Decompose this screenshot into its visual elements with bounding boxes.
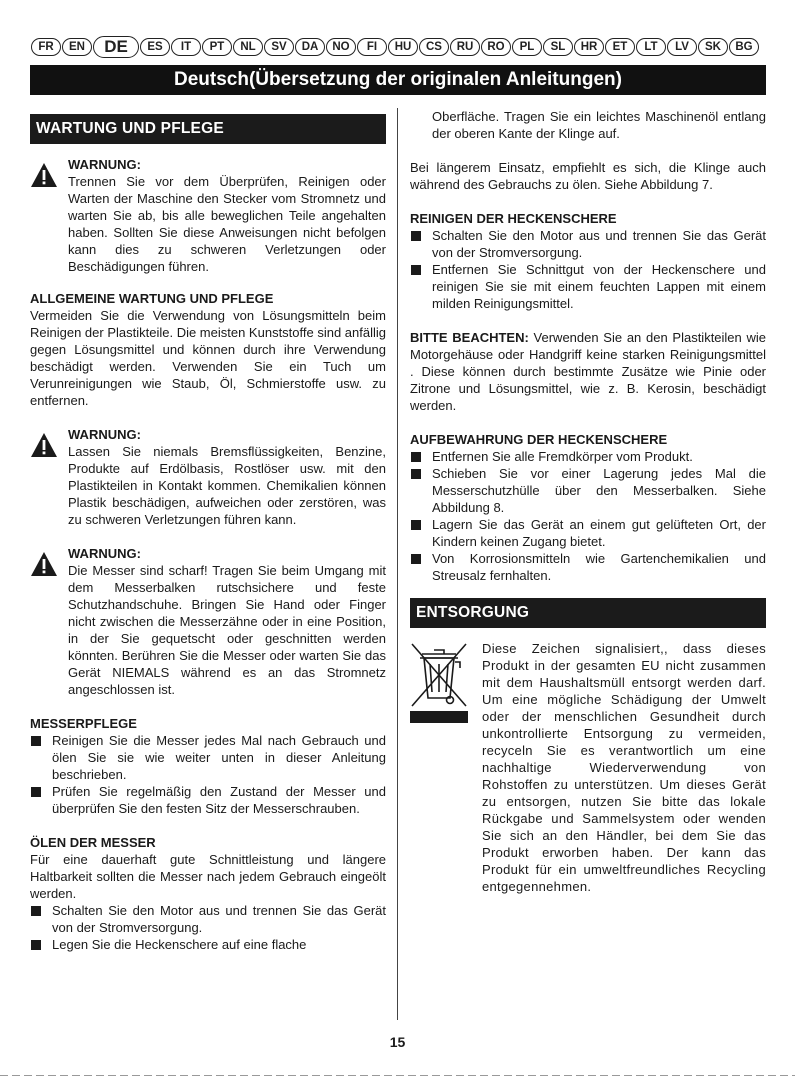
list-item: Reinigen Sie die Messer jedes Mal nach Gebrauch und ölen Sie sie wie weiter unten in dieser Anleitung beschrieben.	[30, 732, 386, 783]
general-maintenance-heading: ALLGEMEINE WARTUNG UND PFLEGE	[30, 291, 274, 306]
oiling-note-text: Bei längerem Einsatz, empfiehlt es sich, die Klinge auch während des Gebrauchs zu ölen. Siehe Abbildung 7.	[410, 160, 766, 192]
left-column	[30, 114, 386, 953]
page-number: 15	[389, 1034, 406, 1050]
language-ro: RO	[481, 38, 511, 56]
warning-triangle-icon	[30, 426, 68, 528]
language-en: EN	[62, 38, 92, 56]
list-item: Prüfen Sie regelmäßig den Zustand der Messer und überprüfen Sie den festen Sitz der Messerschrauben.	[30, 783, 386, 817]
section-title-disposal: ENTSORGUNG	[410, 598, 766, 628]
list-item: Schieben Sie vor einer Lagerung jedes Mal die Messerschutzhülle über den Messerbalken. Siehe Abbildung 8.	[410, 465, 766, 516]
language-bar	[31, 36, 759, 58]
warning-heading: WARNUNG:	[68, 157, 141, 172]
storage-heading: AUFBEWAHRUNG DER HECKENSCHERE	[410, 432, 668, 447]
language-pt: PT	[202, 38, 232, 56]
language-ru: RU	[450, 38, 480, 56]
note-paragraph	[410, 329, 766, 414]
cleaning-heading: REINIGEN DER HECKENSCHERE	[410, 211, 617, 226]
language-sl: SL	[543, 38, 573, 56]
language-pl: PL	[512, 38, 542, 56]
language-sk: SK	[698, 38, 728, 56]
language-it: IT	[171, 38, 201, 56]
language-lt: LT	[636, 38, 666, 56]
warning-block	[30, 426, 386, 528]
warning-triangle-icon	[30, 156, 68, 275]
crossed-out-wheelie-bin-icon	[408, 640, 480, 895]
note-label: BITTE BEACHTEN:	[410, 330, 529, 345]
warning-triangle-icon	[30, 545, 68, 698]
language-nl: NL	[233, 38, 263, 56]
right-column	[410, 108, 766, 895]
warning-text: Lassen Sie niemals Bremsflüssigkeiten, Benzine, Produkte auf Erdölbasis, Rostlöser usw. mit den Plastikteilen in Kontakt kommen. Chemikalien können Plastik beschädigen, aufweichen oder zerstören, was zu schweren Verletzungen führen kann.	[68, 444, 386, 527]
section-title-maintenance: WARTUNG UND PFLEGE	[30, 114, 386, 144]
column-divider	[397, 108, 398, 1020]
list-item: Entfernen Sie alle Fremdkörper vom Produkt.	[410, 448, 766, 465]
language-de: DE	[93, 36, 139, 58]
language-no: NO	[326, 38, 356, 56]
list-item: Schalten Sie den Motor aus und trennen Sie das Gerät von der Stromversorgung.	[30, 902, 386, 936]
language-sv: SV	[264, 38, 294, 56]
language-hu: HU	[388, 38, 418, 56]
list-item: Von Korrosionsmitteln wie Gartenchemikalien und Streusalz fernhalten.	[410, 550, 766, 584]
list-item: Lagern Sie das Gerät an einem gut gelüfteten Ort, der Kindern keinen Zugang bietet.	[410, 516, 766, 550]
language-fr: FR	[31, 38, 61, 56]
language-da: DA	[295, 38, 325, 56]
list-item: Entfernen Sie Schnittgut von der Heckenschere und reinigen Sie sie mit einem feuchten Lappen mit einem milden Reinigungsmittel.	[410, 261, 766, 312]
list-item: Schalten Sie den Motor aus und trennen Sie das Gerät von der Stromversorgung.	[410, 227, 766, 261]
warning-text: Die Messer sind scharf! Tragen Sie beim Umgang mit dem Messerbalken rutschsichere und feste Schutzhandschuhe. Bringen Sie Hand oder Finger nicht zwischen die Messerzähne oder in eine Position, in der Sie gequetscht oder geschnitten werden könnten. Berühren Sie die Messer oder warten Sie das Gerät NIEMALS während es an das Stromnetz angeschlossen ist.	[68, 563, 386, 697]
oiling-text: Für eine dauerhaft gute Schnittleistung und längere Haltbarkeit sollten die Messer nach jedem Gebrauch eingeölt werden.	[30, 852, 386, 901]
language-hr: HR	[574, 38, 604, 56]
page-edge-line	[0, 1075, 795, 1076]
disposal-block	[410, 640, 766, 895]
warning-block	[30, 545, 386, 698]
storage-list	[410, 448, 766, 584]
oiling-continued-text: Oberfläche. Tragen Sie ein leichtes Maschinenöl entlang der oberen Kante der Klinge auf.	[432, 109, 766, 141]
language-fi: FI	[357, 38, 387, 56]
language-et: ET	[605, 38, 635, 56]
language-lv: LV	[667, 38, 697, 56]
page-title: Deutsch(Übersetzung der originalen Anleitungen)	[30, 65, 766, 95]
blade-care-list	[30, 732, 386, 817]
warning-block	[30, 156, 386, 275]
language-bg: BG	[729, 38, 759, 56]
disposal-text: Diese Zeichen signalisiert,, dass dieses Produkt in der gesamten EU nicht zusammen mit dem Haushaltsmüll entsorgt werden darf. Um eine mögliche Schädigung der Umwelt oder der menschlichen Gesundheit durch unkontrollierte Entsorgung zu vermeiden, recyceln Sie es verantwortlich um eine nachhaltige Wiederverwendung von Rohstoffen zu unterstützen. Um dieses Gerät zu entsorgen, nutzen Sie bitte das lokale Rückgabe und Sammelsystem oder wenden Sie sich an den Händler, bei dem Sie das Produkt erworben haben. Der kann das Produkt für ein umweltfreundliches Recycling entgegennehmen.	[482, 641, 766, 894]
list-item: Legen Sie die Heckenschere auf eine flache	[30, 936, 386, 953]
blade-care-heading: MESSERPFLEGE	[30, 716, 137, 731]
language-cs: CS	[419, 38, 449, 56]
warning-text: Trennen Sie vor dem Überprüfen, Reinigen oder Warten der Maschine den Stecker vom Stromnetz und warten Sie ab, bis alle beweglichen Teile angehalten haben. Sollten Sie diese Anweisungen nicht befolgen kann dies zu schweren Verletzungen oder Beschädigungen führen.	[68, 174, 386, 274]
oiling-list	[30, 902, 386, 953]
warning-heading: WARNUNG:	[68, 546, 141, 561]
oiling-heading: ÖLEN DER MESSER	[30, 835, 156, 850]
cleaning-list	[410, 227, 766, 312]
language-es: ES	[140, 38, 170, 56]
note-text: Verwenden Sie an den Plastikteilen wie Motorgehäuse oder Handgriff keine starken Reinigungsmittel . Diese können durch bestimmte Zusätze wie Pinie oder Zitrone und Lösungsmittel, wie z. B. Kerosin, beschädigt werden.	[410, 330, 766, 413]
general-maintenance-text: Vermeiden Sie die Verwendung von Lösungsmitteln beim Reinigen der Plastikteile. Die meisten Kunststoffe sind anfällig gegen Lösungsmittel und können durch ihre Verwendung beschädigt werden. Verwenden Sie ein Tuch um Verunreinigungen wie Staub, Öl, Schmierstoffe usw. zu entfernen.	[30, 308, 387, 408]
warning-heading: WARNUNG:	[68, 427, 141, 442]
